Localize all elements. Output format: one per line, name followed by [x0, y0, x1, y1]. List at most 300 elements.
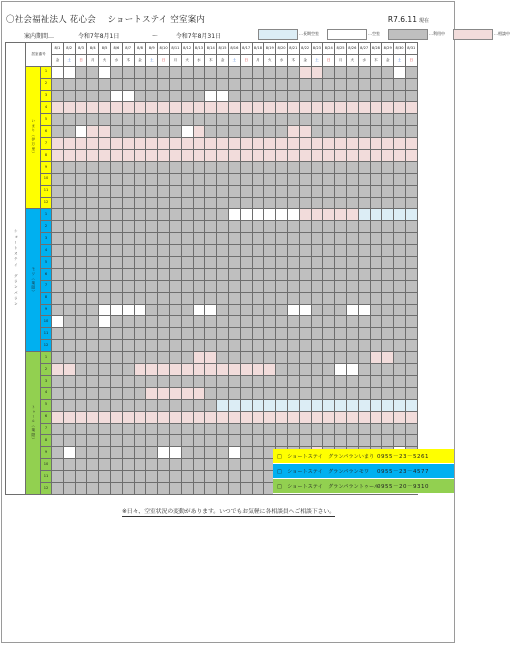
status-cell [287, 78, 299, 90]
status-cell [394, 90, 406, 102]
status-cell [394, 328, 406, 340]
status-cell [323, 150, 335, 162]
status-cell [193, 482, 205, 494]
status-cell [181, 482, 193, 494]
status-cell [134, 221, 146, 233]
status-cell [110, 161, 122, 173]
status-cell [240, 268, 252, 280]
status-cell [99, 471, 111, 483]
status-cell [75, 328, 87, 340]
status-cell [52, 482, 64, 494]
status-cell [75, 173, 87, 185]
table-row [6, 399, 418, 411]
status-cell [240, 126, 252, 138]
status-cell [394, 364, 406, 376]
status-cell [252, 90, 264, 102]
status-cell [193, 257, 205, 269]
status-cell [405, 411, 417, 423]
status-cell [99, 221, 111, 233]
status-cell [99, 102, 111, 114]
status-cell [63, 197, 75, 209]
status-cell [335, 185, 347, 197]
status-cell [75, 316, 87, 328]
status-cell [394, 245, 406, 257]
status-cell [287, 435, 299, 447]
status-cell [382, 197, 394, 209]
date-header: 8/9 [146, 43, 158, 55]
contact-phone: 0955－23－5261 [377, 454, 429, 460]
status-cell [311, 423, 323, 435]
status-cell [228, 126, 240, 138]
status-cell [158, 257, 170, 269]
status-cell [299, 90, 311, 102]
table-row [6, 304, 418, 316]
legend-item [327, 29, 380, 40]
status-cell [52, 280, 64, 292]
status-cell [87, 126, 99, 138]
status-cell [52, 197, 64, 209]
status-cell [394, 411, 406, 423]
status-cell [240, 316, 252, 328]
status-cell [228, 280, 240, 292]
status-cell [405, 435, 417, 447]
status-cell [146, 471, 158, 483]
status-cell [228, 482, 240, 494]
status-cell [405, 364, 417, 376]
status-cell [193, 435, 205, 447]
status-cell [394, 257, 406, 269]
room-number: 10 [41, 316, 52, 328]
status-cell [87, 197, 99, 209]
status-cell [122, 221, 134, 233]
status-cell [358, 173, 370, 185]
status-cell [335, 150, 347, 162]
status-cell [264, 197, 276, 209]
status-cell [382, 150, 394, 162]
status-cell [169, 197, 181, 209]
status-cell [99, 138, 111, 150]
status-cell [169, 423, 181, 435]
status-cell [158, 102, 170, 114]
status-cell [181, 375, 193, 387]
status-cell [240, 352, 252, 364]
vacancy-table [5, 42, 418, 495]
status-cell [75, 352, 87, 364]
status-cell [346, 233, 358, 245]
status-cell [99, 233, 111, 245]
status-cell [264, 375, 276, 387]
status-cell [75, 245, 87, 257]
status-cell [217, 66, 229, 78]
status-cell [181, 126, 193, 138]
status-cell [370, 245, 382, 257]
weekday-header: 日 [323, 54, 335, 66]
status-cell [99, 185, 111, 197]
status-cell [217, 233, 229, 245]
status-cell [52, 90, 64, 102]
status-cell [158, 280, 170, 292]
date-header: 8/6 [110, 43, 122, 55]
status-cell [169, 316, 181, 328]
status-cell [110, 364, 122, 376]
room-number: 9 [41, 304, 52, 316]
status-cell [193, 114, 205, 126]
status-cell [252, 257, 264, 269]
status-cell [358, 316, 370, 328]
status-cell [264, 304, 276, 316]
status-cell [122, 375, 134, 387]
table-row [6, 245, 418, 257]
status-cell [122, 78, 134, 90]
room-number: 4 [41, 102, 52, 114]
status-cell [276, 399, 288, 411]
status-cell [335, 173, 347, 185]
status-cell [63, 292, 75, 304]
status-cell [358, 364, 370, 376]
status-cell [394, 435, 406, 447]
status-cell [193, 459, 205, 471]
status-cell [287, 245, 299, 257]
status-cell [75, 304, 87, 316]
status-cell [99, 364, 111, 376]
status-cell [299, 197, 311, 209]
status-cell [370, 78, 382, 90]
status-cell [370, 233, 382, 245]
status-cell [358, 257, 370, 269]
status-cell [394, 280, 406, 292]
status-cell [276, 126, 288, 138]
status-cell [252, 150, 264, 162]
status-cell [75, 161, 87, 173]
status-cell [217, 399, 229, 411]
date-header: 8/29 [382, 43, 394, 55]
status-cell [99, 304, 111, 316]
status-cell [240, 482, 252, 494]
status-cell [264, 268, 276, 280]
status-cell [335, 280, 347, 292]
status-cell [75, 209, 87, 221]
status-cell [394, 233, 406, 245]
status-cell [252, 78, 264, 90]
status-cell [358, 233, 370, 245]
status-cell [346, 364, 358, 376]
status-cell [63, 221, 75, 233]
status-cell [205, 364, 217, 376]
status-cell [252, 280, 264, 292]
status-cell [146, 78, 158, 90]
status-cell [217, 340, 229, 352]
status-cell [110, 268, 122, 280]
weekday-header: 日 [405, 54, 417, 66]
status-cell [335, 66, 347, 78]
status-cell [323, 399, 335, 411]
status-cell [346, 268, 358, 280]
status-cell [287, 138, 299, 150]
status-cell [323, 233, 335, 245]
status-cell [358, 126, 370, 138]
status-cell [87, 209, 99, 221]
status-cell [205, 161, 217, 173]
status-cell [146, 209, 158, 221]
status-cell [382, 209, 394, 221]
status-cell [134, 90, 146, 102]
table-row [6, 114, 418, 126]
status-cell [146, 411, 158, 423]
status-cell [134, 185, 146, 197]
status-cell [110, 316, 122, 328]
status-cell [228, 411, 240, 423]
status-cell [169, 280, 181, 292]
status-cell [311, 364, 323, 376]
status-cell [193, 280, 205, 292]
status-cell [205, 459, 217, 471]
status-cell [276, 90, 288, 102]
status-cell [252, 375, 264, 387]
status-cell [358, 221, 370, 233]
status-cell [252, 268, 264, 280]
status-cell [346, 387, 358, 399]
status-cell [358, 161, 370, 173]
status-cell [299, 161, 311, 173]
status-cell [370, 197, 382, 209]
status-cell [228, 102, 240, 114]
room-number: 5 [41, 257, 52, 269]
status-cell [63, 150, 75, 162]
status-cell [205, 447, 217, 459]
status-cell [346, 292, 358, 304]
status-cell [205, 340, 217, 352]
status-cell [311, 102, 323, 114]
status-cell [264, 102, 276, 114]
status-cell [394, 102, 406, 114]
status-cell [370, 268, 382, 280]
status-cell [134, 102, 146, 114]
contact-phone: 0955－23－4577 [377, 469, 429, 475]
status-cell [346, 375, 358, 387]
status-cell [181, 173, 193, 185]
status-cell [276, 102, 288, 114]
status-cell [358, 411, 370, 423]
status-cell [205, 316, 217, 328]
status-cell [134, 399, 146, 411]
status-cell [382, 233, 394, 245]
status-cell [122, 114, 134, 126]
status-cell [52, 185, 64, 197]
status-cell [240, 375, 252, 387]
contact-row [273, 464, 454, 479]
status-cell [110, 482, 122, 494]
status-cell [110, 459, 122, 471]
status-cell [217, 185, 229, 197]
status-cell [52, 66, 64, 78]
legend-swatch [453, 29, 493, 40]
status-cell [382, 316, 394, 328]
status-cell [264, 257, 276, 269]
status-cell [110, 173, 122, 185]
status-cell [99, 114, 111, 126]
room-number: 5 [41, 399, 52, 411]
weekday-header: 火 [346, 54, 358, 66]
status-cell [122, 340, 134, 352]
status-cell [110, 292, 122, 304]
status-cell [63, 375, 75, 387]
status-cell [276, 280, 288, 292]
status-cell [240, 423, 252, 435]
status-cell [323, 328, 335, 340]
status-cell [240, 447, 252, 459]
room-number: 12 [41, 340, 52, 352]
status-cell [52, 387, 64, 399]
status-cell [52, 114, 64, 126]
status-cell [122, 209, 134, 221]
status-cell [75, 447, 87, 459]
table-row [6, 340, 418, 352]
status-cell [370, 411, 382, 423]
table-row [6, 268, 418, 280]
table-row [6, 209, 418, 221]
room-number: 9 [41, 447, 52, 459]
status-cell [264, 280, 276, 292]
status-cell [110, 447, 122, 459]
weekday-header: 日 [240, 54, 252, 66]
status-cell [382, 328, 394, 340]
date-header: 8/23 [311, 43, 323, 55]
status-cell [75, 399, 87, 411]
status-cell [193, 173, 205, 185]
status-cell [205, 90, 217, 102]
status-cell [276, 257, 288, 269]
status-cell [276, 150, 288, 162]
status-cell [323, 292, 335, 304]
status-cell [146, 423, 158, 435]
status-cell [169, 102, 181, 114]
table-row [6, 280, 418, 292]
date-header: 8/27 [358, 43, 370, 55]
status-cell [217, 316, 229, 328]
status-cell [394, 185, 406, 197]
status-cell [158, 399, 170, 411]
status-cell [134, 268, 146, 280]
legend-swatch [327, 29, 367, 40]
status-cell [217, 328, 229, 340]
status-cell [110, 102, 122, 114]
weekday-header: 火 [99, 54, 111, 66]
unit-name: トゥール（葉隠） [26, 352, 41, 495]
status-cell [394, 66, 406, 78]
status-cell [122, 292, 134, 304]
status-cell [158, 233, 170, 245]
status-cell [252, 304, 264, 316]
status-cell [87, 447, 99, 459]
status-cell [169, 161, 181, 173]
status-cell [323, 90, 335, 102]
status-cell [169, 173, 181, 185]
status-cell [193, 340, 205, 352]
contact-name: □ ショートステイ グランパラントゥール [277, 483, 380, 490]
status-cell [311, 352, 323, 364]
status-cell [252, 364, 264, 376]
date-header: 8/18 [252, 43, 264, 55]
status-cell [346, 316, 358, 328]
legend-label: …空室 [368, 31, 380, 36]
status-cell [264, 245, 276, 257]
status-cell [63, 245, 75, 257]
status-cell [169, 268, 181, 280]
status-cell [158, 316, 170, 328]
status-cell [358, 197, 370, 209]
status-cell [394, 138, 406, 150]
status-cell [169, 292, 181, 304]
status-cell [287, 209, 299, 221]
weekday-header: 金 [299, 54, 311, 66]
status-cell [169, 471, 181, 483]
status-cell [63, 399, 75, 411]
status-cell [252, 66, 264, 78]
status-cell [252, 423, 264, 435]
status-cell [193, 209, 205, 221]
status-cell [405, 161, 417, 173]
status-cell [63, 352, 75, 364]
status-cell [146, 459, 158, 471]
status-cell [193, 411, 205, 423]
status-cell [181, 316, 193, 328]
status-cell [382, 245, 394, 257]
status-cell [264, 352, 276, 364]
status-cell [52, 304, 64, 316]
status-cell [134, 138, 146, 150]
status-cell [382, 173, 394, 185]
status-cell [264, 411, 276, 423]
status-cell [346, 102, 358, 114]
status-cell [299, 411, 311, 423]
status-cell [240, 364, 252, 376]
status-cell [252, 352, 264, 364]
status-cell [87, 352, 99, 364]
status-cell [382, 102, 394, 114]
status-cell [146, 90, 158, 102]
status-cell [193, 292, 205, 304]
status-cell [252, 245, 264, 257]
status-cell [299, 78, 311, 90]
status-cell [405, 209, 417, 221]
status-cell [299, 352, 311, 364]
status-cell [122, 447, 134, 459]
status-cell [205, 197, 217, 209]
status-cell [264, 435, 276, 447]
table-row [6, 221, 418, 233]
status-cell [346, 245, 358, 257]
status-cell [217, 78, 229, 90]
status-cell [264, 138, 276, 150]
status-cell [217, 268, 229, 280]
status-cell [240, 459, 252, 471]
status-cell [217, 352, 229, 364]
status-cell [63, 447, 75, 459]
status-cell [122, 173, 134, 185]
status-cell [370, 375, 382, 387]
status-cell [134, 387, 146, 399]
status-cell [134, 471, 146, 483]
status-cell [252, 209, 264, 221]
status-cell [169, 411, 181, 423]
status-cell [287, 292, 299, 304]
status-cell [228, 173, 240, 185]
table-row [6, 173, 418, 185]
status-cell [110, 245, 122, 257]
as-of-date: R7.6.11 現在 [387, 15, 429, 24]
status-cell [405, 280, 417, 292]
status-cell [299, 257, 311, 269]
